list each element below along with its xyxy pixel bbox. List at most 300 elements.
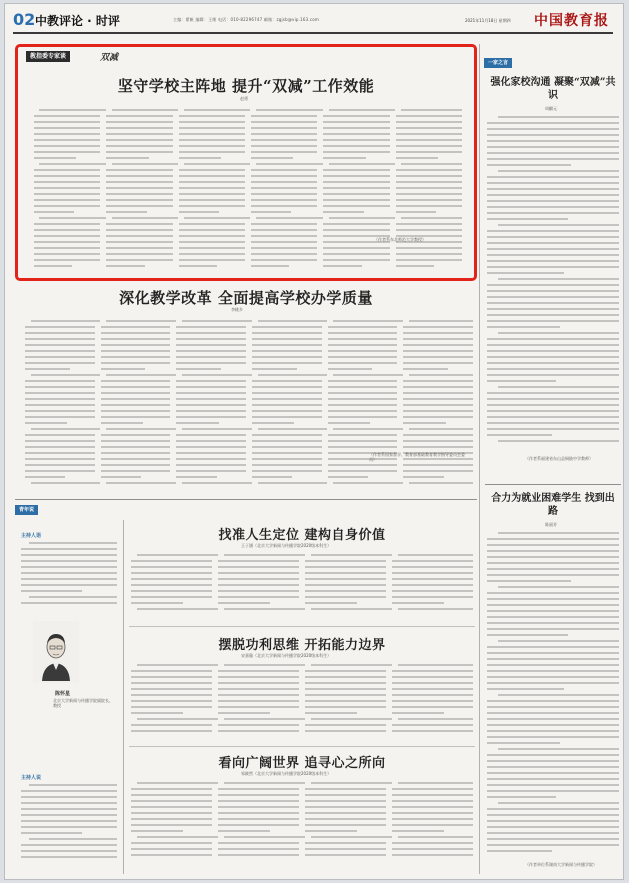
text-line (131, 712, 183, 714)
text-line (305, 700, 386, 702)
text-line (328, 434, 398, 436)
text-line (218, 700, 299, 702)
text-line (392, 578, 473, 580)
text-line (392, 818, 473, 820)
newspaper-page (4, 3, 624, 880)
text-line (498, 386, 619, 388)
text-line (176, 464, 246, 466)
text-line (305, 818, 386, 820)
text-line (323, 253, 389, 255)
text-line (106, 187, 172, 189)
text-line (176, 440, 246, 442)
right-second-title: 合力为就业困难学生 找到出路 (491, 493, 615, 517)
text-line (25, 338, 95, 340)
text-line (392, 788, 473, 790)
text-line (328, 344, 398, 346)
text-line (311, 836, 392, 838)
text-line (251, 265, 289, 267)
text-line (106, 229, 172, 231)
text-line (323, 265, 361, 267)
text-line (323, 175, 389, 177)
text-line (487, 194, 619, 196)
right-second-byline: 陈丽芳 (545, 522, 557, 527)
text-line (328, 368, 373, 370)
text-line (179, 265, 217, 267)
text-line (487, 826, 619, 828)
text-line (403, 338, 473, 340)
text-line (218, 590, 299, 592)
text-line (252, 440, 322, 442)
text-line (131, 688, 212, 690)
text-line (176, 386, 246, 388)
text-line (392, 824, 473, 826)
text-line (131, 670, 212, 672)
text-line (392, 800, 473, 802)
text-line (252, 410, 322, 412)
text-line (396, 181, 462, 183)
text-line (34, 193, 100, 195)
text-line (487, 206, 619, 208)
text-line (487, 314, 619, 316)
text-column (21, 784, 117, 864)
text-line (305, 800, 386, 802)
text-line (106, 259, 172, 261)
column-label: 教指委专家谈 (26, 51, 70, 62)
text-line (487, 850, 552, 852)
text-line (392, 842, 473, 844)
text-line (218, 584, 299, 586)
text-line (487, 682, 619, 684)
text-line (396, 205, 462, 207)
text-line (487, 356, 619, 358)
text-line (487, 242, 619, 244)
lead-article-body (34, 109, 462, 274)
text-line (251, 121, 317, 123)
text-line (305, 830, 357, 832)
text-line (34, 127, 100, 129)
section-name: 中教评论 · 时评 (35, 14, 120, 28)
text-line (403, 440, 473, 442)
text-line (131, 794, 212, 796)
text-line (176, 368, 221, 370)
text-column (106, 109, 172, 274)
text-line (487, 718, 619, 720)
text-line (182, 320, 252, 322)
text-line (487, 634, 568, 636)
text-line (487, 766, 619, 768)
youth-article-2-byline: 宋嘉璇（北京大学新闻与传播学院2020级本科生） (241, 653, 332, 658)
text-line (498, 694, 619, 696)
text-line (487, 556, 619, 558)
text-line (403, 326, 473, 328)
text-line (487, 326, 560, 328)
text-line (328, 476, 368, 478)
text-line (106, 265, 144, 267)
text-line (179, 115, 245, 117)
text-column (218, 664, 299, 736)
text-line (34, 223, 100, 225)
text-line (179, 145, 245, 147)
text-line (305, 806, 386, 808)
text-line (403, 386, 473, 388)
text-line (101, 326, 171, 328)
text-line (25, 452, 95, 454)
text-line (34, 157, 76, 159)
text-line (106, 199, 172, 201)
right-second-credit: （作者单位系湖南大学新闻与传播学院） (525, 862, 597, 867)
text-line (218, 578, 299, 580)
text-line (106, 193, 172, 195)
text-line (251, 145, 317, 147)
text-line (25, 386, 95, 388)
text-line (409, 428, 473, 430)
text-line (25, 368, 70, 370)
text-line (329, 217, 395, 219)
text-line (251, 175, 317, 177)
text-line (487, 200, 619, 202)
right-article-title: 强化家校沟通 凝聚“双减”共识 (490, 77, 616, 101)
host-intro-text (21, 542, 117, 612)
text-line (403, 470, 473, 472)
text-line (218, 806, 299, 808)
text-line (101, 452, 171, 454)
text-line (106, 241, 172, 243)
text-line (487, 664, 619, 666)
text-line (131, 700, 212, 702)
text-line (398, 554, 473, 556)
text-line (176, 392, 246, 394)
text-line (21, 790, 117, 792)
text-line (256, 163, 322, 165)
text-line (25, 416, 95, 418)
text-line (487, 736, 619, 738)
text-line (106, 223, 172, 225)
text-line (179, 229, 245, 231)
text-column (305, 782, 386, 864)
columnist-portrait (33, 621, 79, 683)
text-line (21, 856, 117, 858)
text-line (25, 350, 95, 352)
text-line (137, 554, 218, 556)
text-line (224, 782, 305, 784)
text-line (179, 151, 245, 153)
text-line (21, 802, 117, 804)
text-line (311, 664, 392, 666)
text-line (131, 842, 212, 844)
text-line (305, 854, 386, 856)
text-line (409, 374, 473, 376)
text-line (305, 706, 386, 708)
text-line (34, 151, 100, 153)
text-line (21, 584, 117, 586)
text-line (487, 628, 619, 630)
text-line (252, 398, 322, 400)
text-line (106, 175, 172, 177)
text-line (258, 428, 328, 430)
text-line (101, 332, 171, 334)
youth-divider-1 (129, 626, 475, 627)
text-line (112, 217, 178, 219)
text-line (101, 434, 171, 436)
text-line (218, 682, 299, 684)
text-line (25, 458, 95, 460)
text-line (131, 830, 183, 832)
text-line (34, 169, 100, 171)
text-line (498, 170, 619, 172)
text-line (498, 802, 619, 804)
text-line (392, 706, 473, 708)
text-line (396, 145, 462, 147)
text-line (218, 830, 270, 832)
text-line (31, 374, 101, 376)
text-line (305, 812, 386, 814)
text-line (305, 572, 386, 574)
right-column-divider (485, 484, 621, 485)
text-line (398, 608, 473, 610)
text-column (403, 320, 473, 492)
text-line (258, 320, 328, 322)
lead-article-title: 坚守学校主阵地 提升“双减”工作效能 (117, 77, 375, 95)
youth-article-3-byline: 邹筱然（北京大学新闻与传播学院2020级本科生） (241, 771, 332, 776)
text-line (487, 652, 619, 654)
text-line (101, 362, 171, 364)
text-line (256, 109, 322, 111)
text-line (487, 544, 619, 546)
text-column (305, 664, 386, 736)
text-line (487, 422, 619, 424)
text-line (131, 682, 212, 684)
right-article-byline: 周麒元 (545, 106, 557, 111)
text-line (487, 122, 619, 124)
text-line (25, 398, 95, 400)
text-line (252, 416, 322, 418)
text-line (487, 646, 619, 648)
text-line (131, 788, 212, 790)
text-line (179, 127, 245, 129)
text-line (34, 229, 100, 231)
text-line (106, 235, 172, 237)
text-line (218, 694, 299, 696)
text-line (305, 676, 386, 678)
text-line (101, 338, 171, 340)
text-line (29, 838, 117, 840)
text-line (396, 247, 462, 249)
text-line (25, 392, 95, 394)
text-line (25, 380, 95, 382)
text-line (25, 344, 95, 346)
text-line (328, 446, 398, 448)
text-line (487, 338, 619, 340)
text-line (21, 832, 82, 834)
text-line (25, 410, 95, 412)
text-line (31, 320, 101, 322)
text-line (252, 392, 322, 394)
text-line (403, 476, 443, 478)
text-line (498, 640, 619, 642)
text-line (392, 848, 473, 850)
text-line (305, 584, 386, 586)
text-line (392, 682, 473, 684)
text-line (224, 664, 305, 666)
text-line (106, 253, 172, 255)
text-line (311, 608, 392, 610)
text-line (487, 550, 619, 552)
text-line (487, 404, 619, 406)
text-line (34, 265, 72, 267)
text-line (323, 259, 389, 261)
text-line (251, 229, 317, 231)
text-line (328, 386, 398, 388)
text-line (487, 272, 564, 274)
text-line (333, 428, 403, 430)
text-line (218, 572, 299, 574)
text-line (392, 670, 473, 672)
text-line (176, 452, 246, 454)
text-line (396, 187, 462, 189)
text-line (176, 356, 246, 358)
text-line (21, 560, 117, 562)
text-line (487, 140, 619, 142)
text-line (487, 290, 619, 292)
editor-info: 主编：翟帆 编辑：王维 电话：010-82296747 邮箱：zgjsb@vip.163.com (173, 17, 319, 22)
text-line (487, 598, 619, 600)
text-line (396, 139, 462, 141)
text-line (323, 211, 363, 213)
text-line (21, 850, 117, 852)
text-line (252, 452, 322, 454)
second-article-credit: （作者系国家督学、教育部基础教育教学指导委员会委员） (369, 452, 465, 462)
text-line (305, 560, 386, 562)
lead-article-highlight[interactable] (15, 44, 477, 281)
text-line (487, 706, 619, 708)
text-line (396, 133, 462, 135)
text-line (106, 157, 148, 159)
text-line (403, 356, 473, 358)
text-line (176, 398, 246, 400)
text-line (323, 181, 389, 183)
text-column (251, 109, 317, 274)
text-line (218, 560, 299, 562)
text-line (34, 235, 100, 237)
text-line (487, 538, 619, 540)
text-line (218, 706, 299, 708)
text-line (305, 724, 386, 726)
text-line (487, 158, 619, 160)
text-line (218, 602, 270, 604)
text-line (251, 199, 317, 201)
text-line (101, 464, 171, 466)
text-column (131, 554, 212, 616)
text-line (176, 434, 246, 436)
text-line (179, 241, 245, 243)
text-line (34, 211, 74, 213)
text-line (252, 338, 322, 340)
text-column (487, 532, 619, 857)
text-line (396, 265, 434, 267)
text-line (184, 217, 250, 219)
text-line (487, 266, 619, 268)
text-line (487, 380, 556, 382)
text-line (34, 145, 100, 147)
youth-article-3-title: 看向广阔世界 追寻心之所向 (218, 756, 386, 771)
text-line (131, 584, 212, 586)
text-line (179, 139, 245, 141)
text-line (179, 181, 245, 183)
text-line (34, 175, 100, 177)
text-line (487, 568, 619, 570)
text-line (251, 133, 317, 135)
text-line (396, 151, 462, 153)
text-line (101, 410, 171, 412)
text-line (252, 464, 322, 466)
text-line (131, 806, 212, 808)
text-line (21, 590, 82, 592)
text-line (131, 560, 212, 562)
text-line (487, 574, 619, 576)
text-line (392, 602, 444, 604)
text-line (487, 146, 619, 148)
text-line (396, 175, 462, 177)
text-line (333, 320, 403, 322)
text-line (252, 446, 322, 448)
text-line (392, 794, 473, 796)
text-line (184, 109, 250, 111)
text-line (21, 844, 117, 846)
text-line (487, 182, 619, 184)
right-article-body (487, 116, 619, 451)
text-line (34, 259, 100, 261)
text-line (218, 676, 299, 678)
youth-article-2-title: 摆脱功利思维 开拓能力边界 (218, 638, 386, 653)
second-article-byline: 李桃乡 (231, 307, 243, 312)
text-column (487, 116, 619, 451)
masthead-logo: 中国教育报 (534, 13, 609, 29)
text-line (403, 368, 448, 370)
text-line (328, 404, 398, 406)
text-line (218, 812, 299, 814)
text-line (487, 434, 552, 436)
text-line (218, 848, 299, 850)
text-line (101, 476, 141, 478)
text-line (311, 718, 392, 720)
text-line (101, 458, 171, 460)
column-divider (479, 44, 480, 874)
text-line (106, 121, 172, 123)
text-column (179, 109, 245, 274)
text-line (487, 658, 619, 660)
text-line (487, 296, 619, 298)
text-line (179, 121, 245, 123)
text-line (251, 169, 317, 171)
text-line (487, 362, 619, 364)
text-line (305, 694, 386, 696)
text-line (106, 139, 172, 141)
text-line (21, 796, 117, 798)
text-line (396, 115, 462, 117)
text-line (184, 163, 250, 165)
text-line (251, 259, 317, 261)
text-line (101, 440, 171, 442)
text-line (403, 380, 473, 382)
text-line (329, 109, 395, 111)
text-line (176, 350, 246, 352)
text-line (252, 380, 322, 382)
text-line (131, 730, 212, 732)
text-line (251, 139, 317, 141)
text-line (305, 794, 386, 796)
text-line (131, 724, 212, 726)
text-line (487, 254, 619, 256)
